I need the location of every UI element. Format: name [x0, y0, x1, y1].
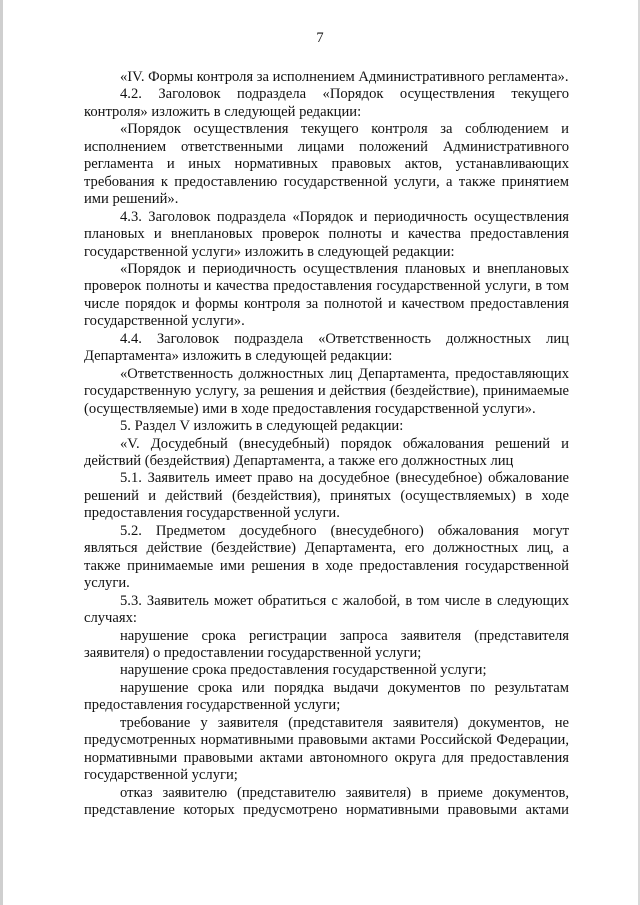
list-item-registration-violation: нарушение срока регистрации запроса заявителя (представителя заявителя) о предоставлении государственной услуги; [84, 627, 569, 661]
document-body [84, 69, 569, 819]
paragraph-4-2: 4.2. Заголовок подраздела «Порядок осуществления текущего контроля» изложить в следующей редакции: [84, 86, 569, 120]
paragraph-5-2: 5.2. Предметом досудебного (внесудебного) обжалования могут являться действие (бездействие) Департамента, его должностных лиц, а также принимаемые ими решения в ходе предоставления государственной услуги. [84, 522, 569, 592]
list-item-document-refusal: отказ заявителю (представителю заявителя) в приеме документов, представление которых предусмотрено нормативными правовыми актами [84, 784, 569, 819]
paragraph-5-1: 5.1. Заявитель имеет право на досудебное (внесудебное) обжалование решений и действий (бездействия), принятых (осуществляемых) в ходе предоставления государственной услуги. [84, 470, 569, 522]
paragraph-4-3: 4.3. Заголовок подраздела «Порядок и периодичность осуществления плановых и внеплановых проверок полноты и качества предоставления государственной услуги» изложить в следующей редакции: [84, 208, 569, 260]
paragraph-4-4: 4.4. Заголовок подраздела «Ответственность должностных лиц Департамента» изложить в следующей редакции: [84, 330, 569, 365]
paragraph-4-4-quote: «Ответственность должностных лиц Департамента, предоставляющих государственную услугу, за решения и действия (бездействие), принимаемые (осуществляемые) ими в ходе предоставления государственной услуги». [84, 365, 569, 417]
paragraph-4-3-quote: «Порядок и периодичность осуществления плановых и внеплановых проверок полноты и качества предоставления государственной услуги, в том числе порядок и формы контроля за полнотой и качеством предоставления государственной услуги». [84, 260, 569, 330]
list-item-service-deadline-violation: нарушение срока предоставления государственной услуги; [120, 662, 487, 679]
paragraph-section-v-title: «V. Досудебный (внесудебный) порядок обжалования решений и действий (бездействия) Департамента, а также его должностных лиц [84, 435, 569, 469]
page-number: 7 [316, 30, 324, 46]
paragraph-4-2-quote: «Порядок осуществления текущего контроля за соблюдением и исполнением ответственными лицами положений Административного регламента и иных нормативных правовых актов, устанавливающих требования к предоставлению государственной услуги, а также принятием ими решений». [84, 121, 569, 208]
list-item-document-issue-violation: нарушение срока или порядка выдачи документов по результатам предоставления государственной услуги; [84, 679, 569, 714]
scan-edge-left [0, 0, 3, 905]
list-item-extra-documents-requirement: требование у заявителя (представителя заявителя) документов, не предусмотренных нормативными правовыми актами Российской Федерации, нормативными правовыми актами автономного округа для предоставления государственной услуги; [84, 714, 569, 784]
paragraph-5: 5. Раздел V изложить в следующей редакции: [120, 418, 404, 435]
paragraph-section-iv-title: «IV. Формы контроля за исполнением Административного регламента». [120, 69, 569, 85]
paragraph-5-3: 5.3. Заявитель может обратиться с жалобой, в том числе в следующих случаях: [84, 592, 569, 627]
